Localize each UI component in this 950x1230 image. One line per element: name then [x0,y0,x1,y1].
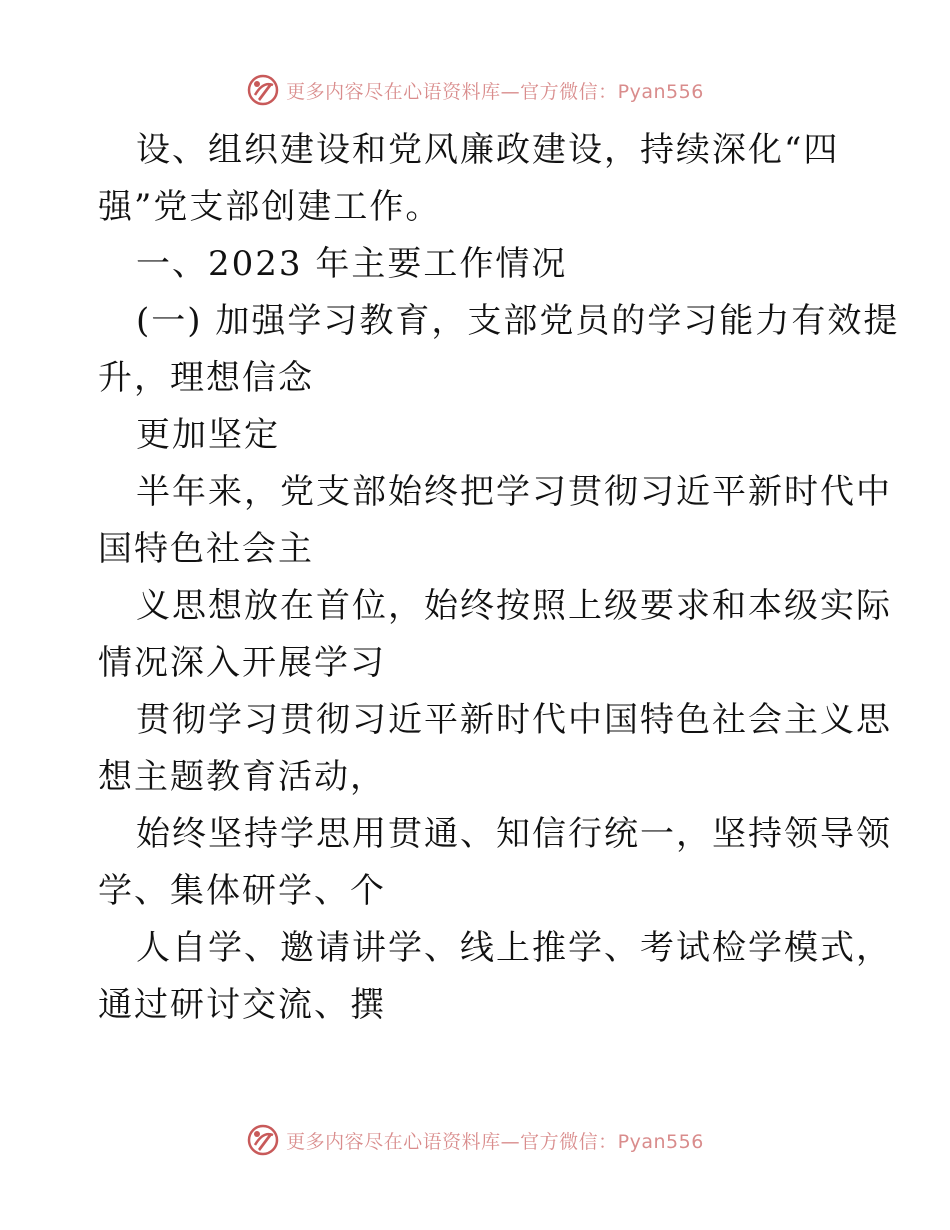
text-line: 情况深入开展学习 [98,643,386,683]
text-line: 半年来，党支部始终把学习贯彻习近平新时代中 [136,472,892,512]
text-line: 强”党支部创建工作。 [98,187,442,227]
watermark-text: 更多内容尽在心语资料库—官方微信：Pyan556 [286,1130,704,1153]
subsection-heading: (一) 加强学习教育，支部党员的学习能力有效提 [136,301,900,341]
text-line: 义思想放在首位，始终按照上级要求和本级实际 [136,586,892,626]
pen-swirl-logo-icon [246,1123,280,1157]
text-line: 更加坚定 [136,415,280,455]
watermark-text: 更多内容尽在心语资料库—官方微信：Pyan556 [286,80,704,103]
footer-watermark [0,1120,950,1160]
text-line: 学、集体研学、个 [98,871,386,911]
header-watermark [0,70,950,110]
pen-swirl-logo-icon [246,73,280,107]
text-line: 始终坚持学思用贯通、知信行统一，坚持领导领 [136,814,892,854]
text-line: 人自学、邀请讲学、线上推学、考试检学模式， [136,928,892,968]
text-line: 国特色社会主 [98,529,314,569]
section-heading: 一、2023 年主要工作情况 [136,244,568,284]
text-line: 升，理想信念 [98,358,314,398]
text-line: 通过研讨交流、撰 [98,985,386,1025]
text-line: 设、组织建设和党风廉政建设，持续深化“四 [136,130,840,170]
document-body [98,122,900,1034]
text-line: 想主题教育活动， [98,757,386,797]
text-line: 贯彻学习贯彻习近平新时代中国特色社会主义思 [136,700,892,740]
